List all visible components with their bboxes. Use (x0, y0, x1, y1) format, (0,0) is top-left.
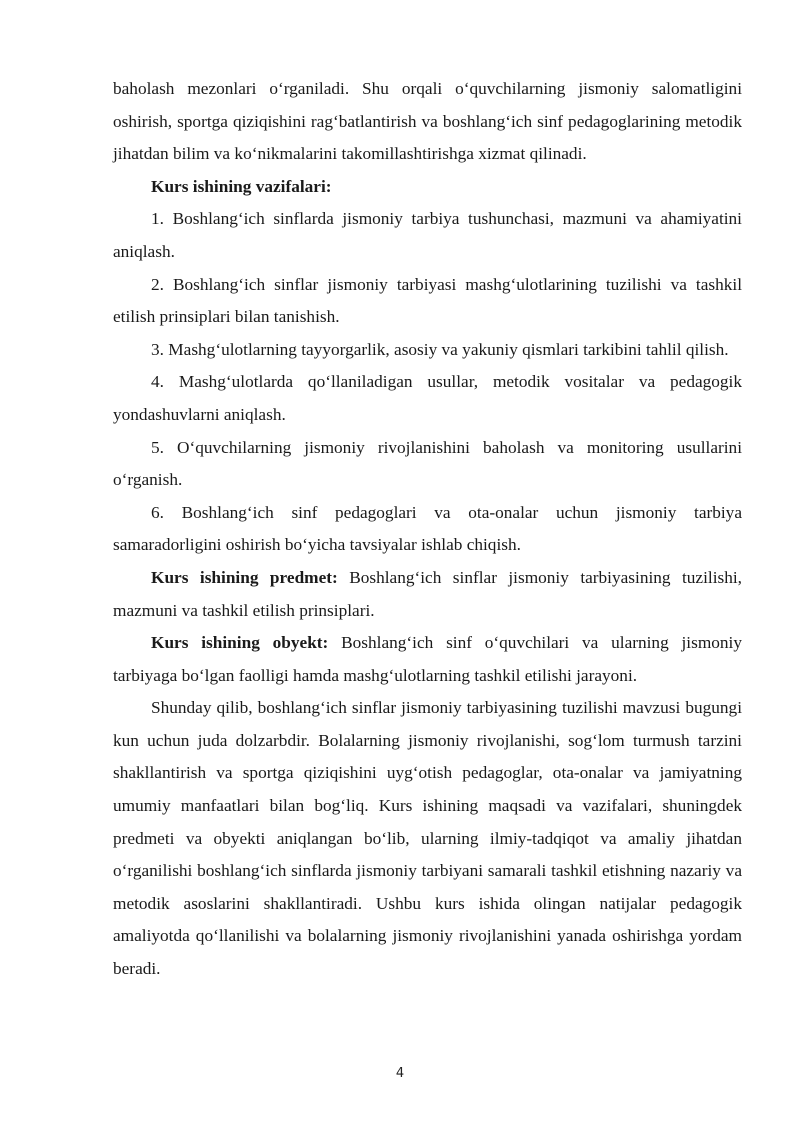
document-page (113, 73, 742, 986)
page-number: 4 (395, 1066, 405, 1081)
task-item-4: 4. Mashg‘ulotlarda qo‘llaniladigan usullar, metodik vositalar va pedagogik yondashuvlarni aniqlash. (113, 372, 742, 424)
intro-paragraph: baholash mezonlari o‘rganiladi. Shu orqali o‘quvchilarning jismoniy salomatligini oshirish, sportga qiziqishini rag‘batlantirish va boshlang‘ich sinf pedagoglarining metodik jihatdan bilim va ko‘nikmalarini takomillashtirishga xizmat qilinadi. (113, 79, 742, 164)
task-item-1: 1. Boshlang‘ich sinflarda jismoniy tarbiya tushunchasi, mazmuni va ahamiyatini aniqlash. (113, 209, 742, 261)
subject-paragraph (113, 562, 742, 627)
task-item-6: 6. Boshlang‘ich sinf pedagoglari va ota-onalar uchun jismoniy tarbiya samaradorligini oshirish bo‘yicha tavsiyalar ishlab chiqish. (113, 502, 742, 555)
subject-label: Kurs ishining predmet: (151, 567, 338, 587)
object-text: Boshlang‘ich sinf o‘quvchilari va ularning jismoniy tarbiyaga bo‘lgan faolligi hamda mashg‘ulotlarning tashkil etilishi jarayoni. (113, 633, 742, 685)
object-paragraph (113, 627, 742, 692)
subject-text: Boshlang‘ich sinflar jismoniy tarbiyasining tuzilishi, mazmuni va tashkil etilish prinsiplari. (113, 567, 742, 620)
task-item-3: 3. Mashg‘ulotlarning tayyorgarlik, asosiy va yakuniy qismlari tarkibini tahlil qilish. (151, 339, 729, 359)
object-label: Kurs ishining obyekt: (151, 633, 329, 653)
tasks-heading: Kurs ishining vazifalari: (151, 176, 332, 196)
task-item-5: 5. O‘quvchilarning jismoniy rivojlanishini baholash va monitoring usullarini o‘rganish. (113, 437, 742, 490)
task-item-2: 2. Boshlang‘ich sinflar jismoniy tarbiyasi mashg‘ulotlarining tuzilishi va tashkil etilish prinsiplari bilan tanishish. (113, 274, 742, 327)
conclusion-paragraph: Shunday qilib, boshlang‘ich sinflar jismoniy tarbiyasining tuzilishi mavzusi bugungi kun uchun juda dolzarbdir. Bolalarning jismoniy rivojlanishi, sog‘lom turmush tarzini shakllantirish va sportga qiziqishini uyg‘otish pedagoglar, ota-onalar va jamiyatning umumiy manfaatlari bilan bog‘liq. Kurs ishining maqsadi va vazifalari, shuningdek predmeti va obyekti aniqlangan bo‘lib, ularning ilmiy-tadqiqot va amaliy jihatdan o‘rganilishi boshlang‘ich sinflarda jismoniy tarbiyani samarali tashkil etishning nazariy va metodik asoslarini shakllantiradi. Ushbu kurs ishida olingan natijalar pedagogik amaliyotda qo‘llanilishi va bolalarning jismoniy rivojlanishini yanada oshirishga yordam beradi. (113, 698, 742, 979)
